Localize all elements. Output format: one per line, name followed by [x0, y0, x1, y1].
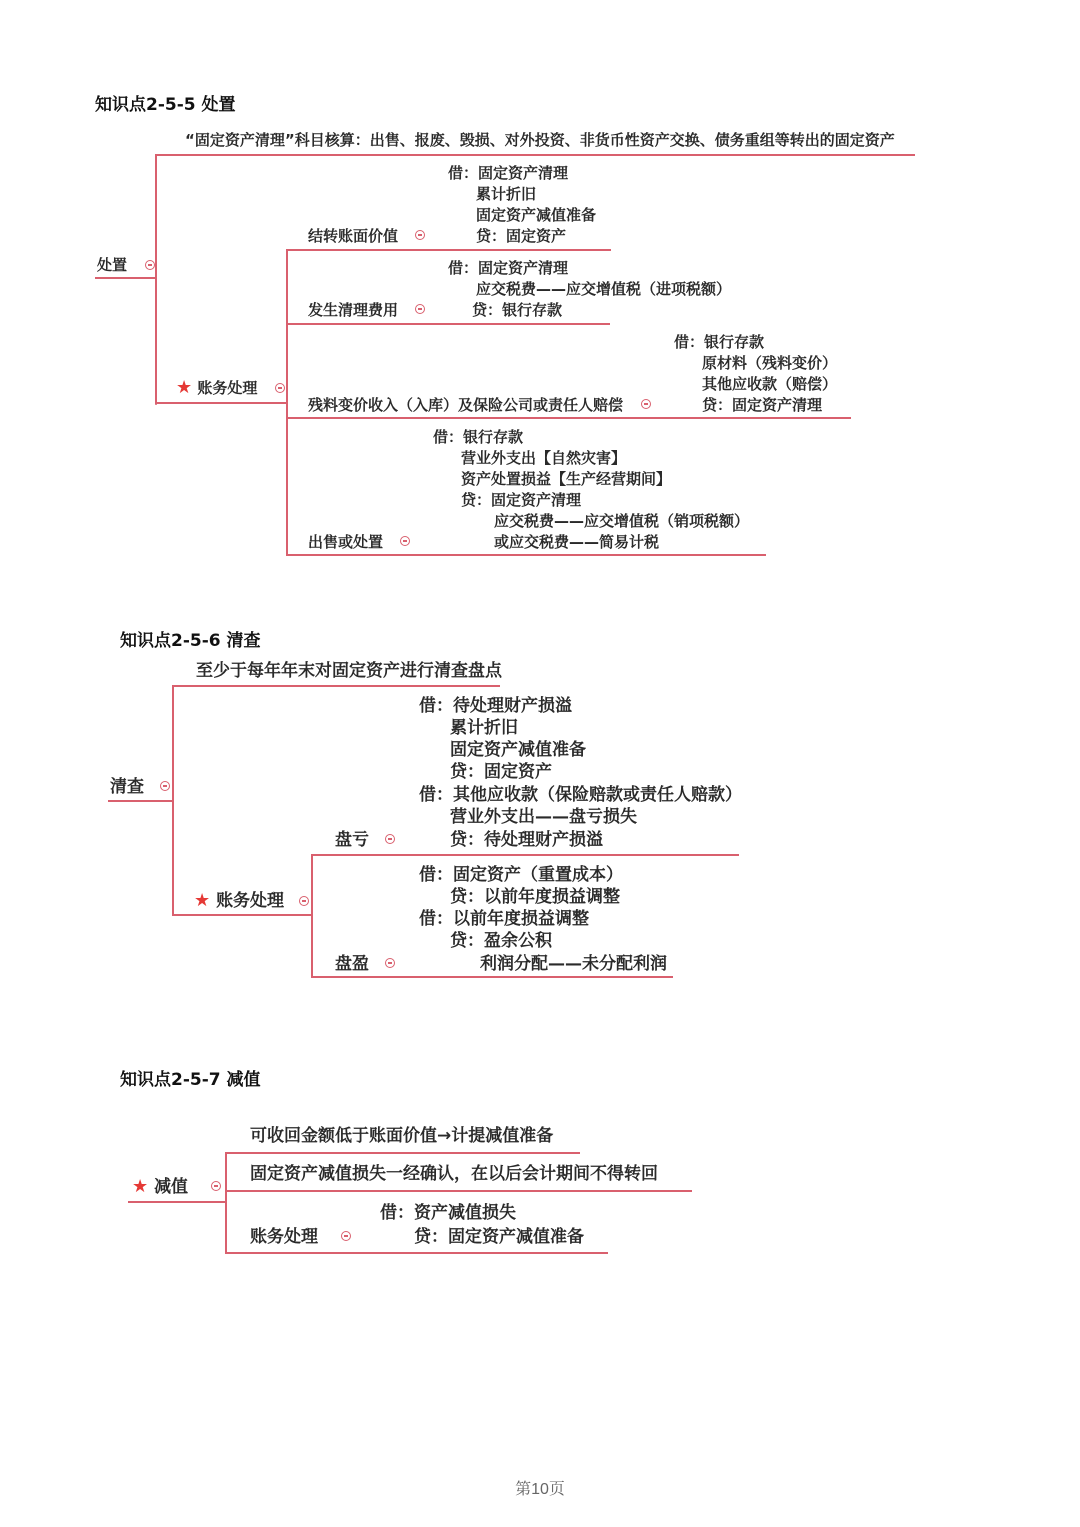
entry-line: 利润分配——未分配利润 — [480, 954, 667, 974]
entry-line: 借：银行存款 — [433, 428, 524, 446]
entry-line: 借：固定资产清理 — [448, 164, 569, 182]
branch-line — [311, 854, 739, 856]
entry-line: 其他应收款（赔偿） — [702, 375, 838, 393]
root-node-impairment[interactable] — [132, 1176, 188, 1198]
branch-line — [286, 249, 611, 251]
collapse-icon[interactable] — [299, 896, 309, 906]
note-recoverable-amount: 可收回金额低于账面价值→计提减值准备 — [250, 1126, 554, 1146]
entry-line: 借：固定资产（重置成本） — [419, 865, 623, 885]
node-accounting[interactable] — [176, 378, 257, 398]
entry-line: 贷：以前年度损益调整 — [450, 887, 620, 907]
branch-line — [225, 1152, 580, 1154]
entry-line: 贷：固定资产清理 — [702, 396, 823, 414]
star-icon: ★ — [132, 1176, 149, 1197]
entry-line: 借：固定资产清理 — [448, 259, 569, 277]
node-accounting[interactable]: 账务处理 — [250, 1227, 318, 1247]
branch-line — [128, 1201, 227, 1203]
branch-connector — [155, 155, 157, 405]
branch-line — [108, 800, 174, 802]
star-icon: ★ — [176, 377, 193, 398]
node-inventory-gain[interactable]: 盘盈 — [335, 954, 369, 974]
note-clearing-account: “固定资产清理”科目核算：出售、报废、毁损、对外投资、非货币性资产交换、债务重组等转出的固定资产 — [185, 131, 895, 149]
entry-line: 累计折旧 — [450, 718, 518, 738]
node-sale-disposal[interactable]: 出售或处置 — [308, 533, 384, 551]
entry-line: 贷：待处理财产损溢 — [450, 830, 603, 850]
node-inventory-loss[interactable]: 盘亏 — [335, 830, 369, 850]
entry-line: 借：以前年度损益调整 — [419, 909, 589, 929]
page-number: 第10页 — [515, 1481, 565, 1498]
entry-line: 贷：固定资产清理 — [461, 491, 582, 509]
branch-line — [311, 976, 673, 978]
entry-line: 借：资产减值损失 — [380, 1203, 516, 1223]
entry-line: 营业外支出——盘亏损失 — [450, 807, 637, 827]
entry-line: 贷：固定资产 — [476, 227, 567, 245]
entry-line: 借：待处理财产损溢 — [419, 696, 572, 716]
collapse-icon[interactable] — [415, 230, 425, 240]
section-heading-disposal: 知识点2-5-5 处置 — [95, 95, 236, 115]
collapse-icon[interactable] — [400, 536, 410, 546]
branch-connector — [286, 250, 288, 555]
node-clearing-expense[interactable]: 发生清理费用 — [308, 301, 399, 319]
collapse-icon[interactable] — [211, 1181, 221, 1191]
branch-line — [286, 323, 610, 325]
collapse-icon[interactable] — [415, 304, 425, 314]
entry-line: 原材料（残料变价） — [702, 354, 838, 372]
branch-line — [225, 1190, 692, 1192]
collapse-icon[interactable] — [145, 260, 155, 270]
node-scrap-income[interactable]: 残料变价收入（入库）及保险公司或责任人赔偿 — [308, 396, 624, 414]
branch-connector — [225, 1153, 227, 1253]
section-heading-inventory: 知识点2-5-6 清查 — [120, 631, 261, 651]
entry-line: 贷：银行存款 — [472, 301, 563, 319]
branch-line — [172, 685, 500, 687]
entry-line: 应交税费——应交增值税（进项税额） — [476, 280, 732, 298]
branch-connector — [172, 686, 174, 916]
collapse-icon[interactable] — [641, 399, 651, 409]
branch-line — [286, 554, 766, 556]
section-heading-impairment: 知识点2-5-7 减值 — [120, 1070, 261, 1090]
branch-line — [155, 402, 288, 404]
entry-line: 应交税费——应交增值税（销项税额） — [494, 512, 750, 530]
entry-line: 资产处置损益【生产经营期间】 — [461, 470, 672, 488]
root-node-disposal[interactable]: 处置 — [97, 256, 128, 274]
note-annual-check: 至少于每年年末对固定资产进行清查盘点 — [196, 661, 502, 681]
entry-line: 或应交税费——简易计税 — [494, 533, 660, 551]
entry-line: 贷：盈余公积 — [450, 931, 552, 951]
entry-line: 贷：固定资产 — [450, 762, 552, 782]
entry-line: 固定资产减值准备 — [476, 206, 597, 224]
node-transfer-book-value[interactable]: 结转账面价值 — [308, 227, 399, 245]
star-icon: ★ — [194, 890, 211, 911]
collapse-icon[interactable] — [160, 781, 170, 791]
node-accounting-label: 账务处理 — [197, 379, 258, 397]
branch-line — [172, 914, 313, 916]
branch-line — [95, 277, 157, 279]
entry-line: 借：其他应收款（保险赔款或责任人赔款） — [419, 785, 742, 805]
branch-line — [225, 1252, 608, 1254]
root-node-inventory[interactable]: 清查 — [110, 777, 144, 797]
branch-line — [155, 154, 915, 156]
root-node-impairment-label: 减值 — [154, 1177, 189, 1197]
collapse-icon[interactable] — [385, 958, 395, 968]
entry-line: 借：银行存款 — [674, 333, 765, 351]
collapse-icon[interactable] — [275, 383, 285, 393]
note-no-reversal: 固定资产减值损失一经确认，在以后会计期间不得转回 — [250, 1164, 658, 1184]
branch-connector — [311, 855, 313, 978]
node-accounting-label: 账务处理 — [216, 891, 285, 911]
node-accounting[interactable] — [194, 890, 284, 912]
entry-line: 营业外支出【自然灾害】 — [461, 449, 627, 467]
entry-line: 固定资产减值准备 — [450, 740, 586, 760]
collapse-icon[interactable] — [341, 1231, 351, 1241]
entry-line: 贷：固定资产减值准备 — [414, 1227, 584, 1247]
collapse-icon[interactable] — [385, 834, 395, 844]
branch-line — [286, 417, 851, 419]
entry-line: 累计折旧 — [476, 185, 537, 203]
